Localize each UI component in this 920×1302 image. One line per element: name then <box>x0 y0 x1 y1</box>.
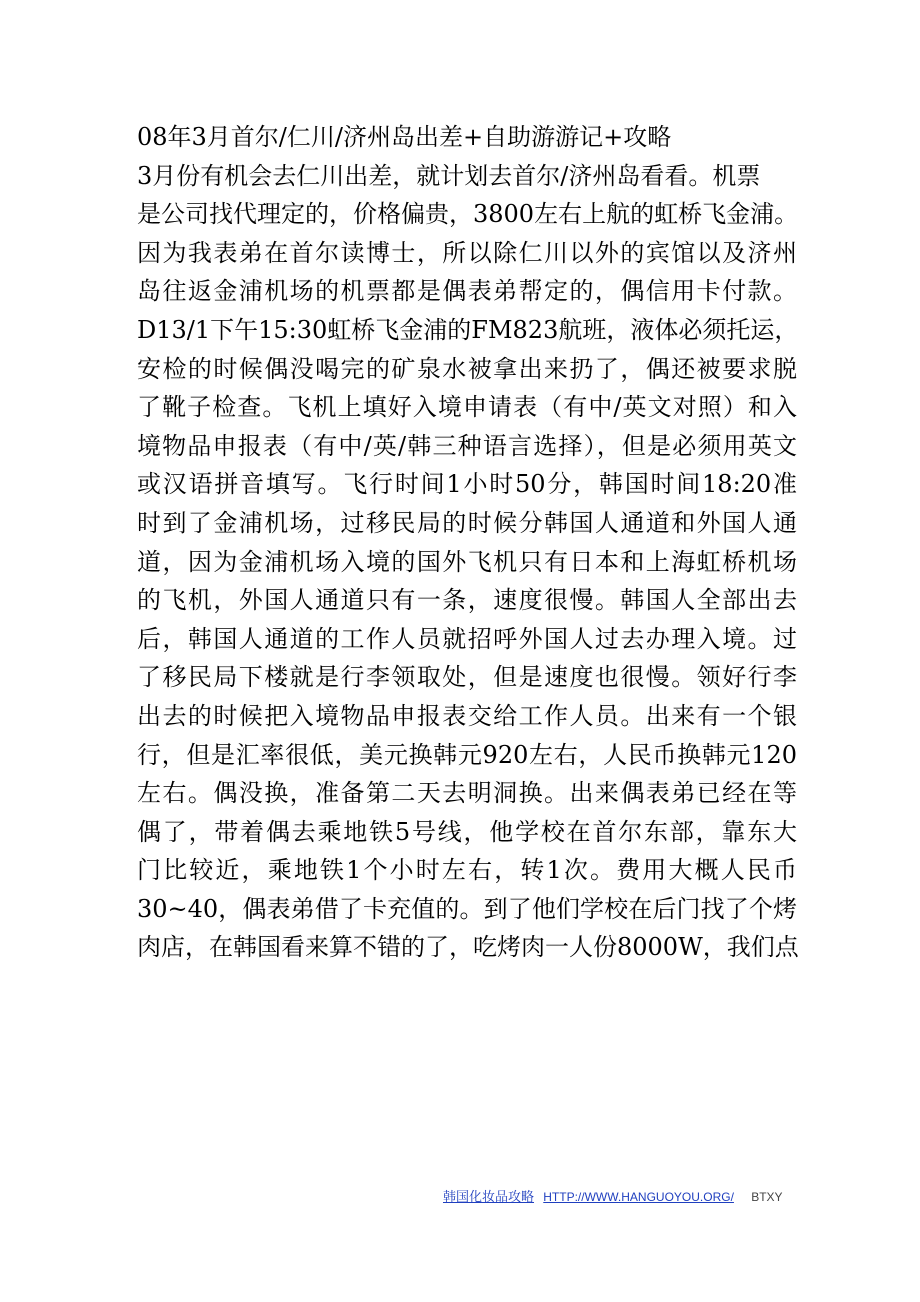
paragraph-line: 境物品申报表（有中/英/韩三种语言选择），但是必须用英文 <box>137 431 797 460</box>
paragraph-line: 偶了，带着偶去乘地铁5号线，他学校在首尔东部，靠东大 <box>137 817 797 846</box>
paragraph-line: 或汉语拼音填写。飞行时间1小时50分，韩国时间18:20准 <box>137 470 797 499</box>
paragraph-line: D13/1下午15:30虹桥飞金浦的FM823航班，液体必须托运， <box>137 315 799 344</box>
paragraph-line: 门比较近，乘地铁1个小时左右，转1次。费用大概人民币 <box>137 856 797 885</box>
footer-url-link[interactable]: HTTP://WWW.HANGUOYOU.ORG/ <box>543 1190 734 1204</box>
paragraph-line: 安检的时候偶没喝完的矿泉水被拿出来扔了，偶还被要求脱 <box>137 354 797 383</box>
paragraph-line: 了移民局下楼就是行李领取处，但是速度也很慢。领好行李 <box>137 663 797 692</box>
paragraph-line: 的飞机，外国人通道只有一条，速度很慢。韩国人全部出去 <box>137 586 797 615</box>
paragraph-line: 因为我表弟在首尔读博士，所以除仁川以外的宾馆以及济州 <box>137 238 797 267</box>
paragraph-line: 时到了金浦机场，过移民局的时候分韩国人通道和外国人通 <box>137 508 797 537</box>
paragraph-line: 行，但是汇率很低，美元换韩元920左右，人民币换韩元120 <box>137 740 797 769</box>
page-footer <box>443 1187 783 1207</box>
paragraph-line: 岛往返金浦机场的机票都是偶表弟帮定的，偶信用卡付款。 <box>137 277 797 306</box>
paragraph-line: 左右。偶没换，准备第二天去明洞换。出来偶表弟已经在等 <box>137 779 797 808</box>
paragraph-line: 30~40，偶表弟借了卡充值的。到了他们学校在后门找了个烤 <box>137 894 797 923</box>
footer-site-link[interactable]: 韩国化妆品攻略 <box>443 1190 535 1205</box>
document-body <box>137 118 797 967</box>
paragraph-line: 肉店，在韩国看来算不错的了，吃烤肉一人份8000W，我们点 <box>137 933 799 962</box>
paragraph-line: 出去的时候把入境物品申报表交给工作人员。出来有一个银 <box>137 701 797 730</box>
document-title: 08年3月首尔/仁川/济州岛出差+自助游游记+攻略 <box>137 123 672 151</box>
paragraph-line: 3月份有机会去仁川出差，就计划去首尔/济州岛看看。机票 <box>137 161 761 190</box>
paragraph-line: 了靴子检查。飞机上填好入境申请表（有中/英文对照）和入 <box>137 393 797 422</box>
paragraph-line: 是公司找代理定的，价格偏贵，3800左右上航的虹桥飞金浦。 <box>137 200 799 229</box>
paragraph-line: 道，因为金浦机场入境的国外飞机只有日本和上海虹桥机场 <box>137 547 797 576</box>
paragraph-line: 后，韩国人通道的工作人员就招呼外国人过去办理入境。过 <box>137 624 797 653</box>
footer-code: BTXY <box>751 1190 783 1204</box>
